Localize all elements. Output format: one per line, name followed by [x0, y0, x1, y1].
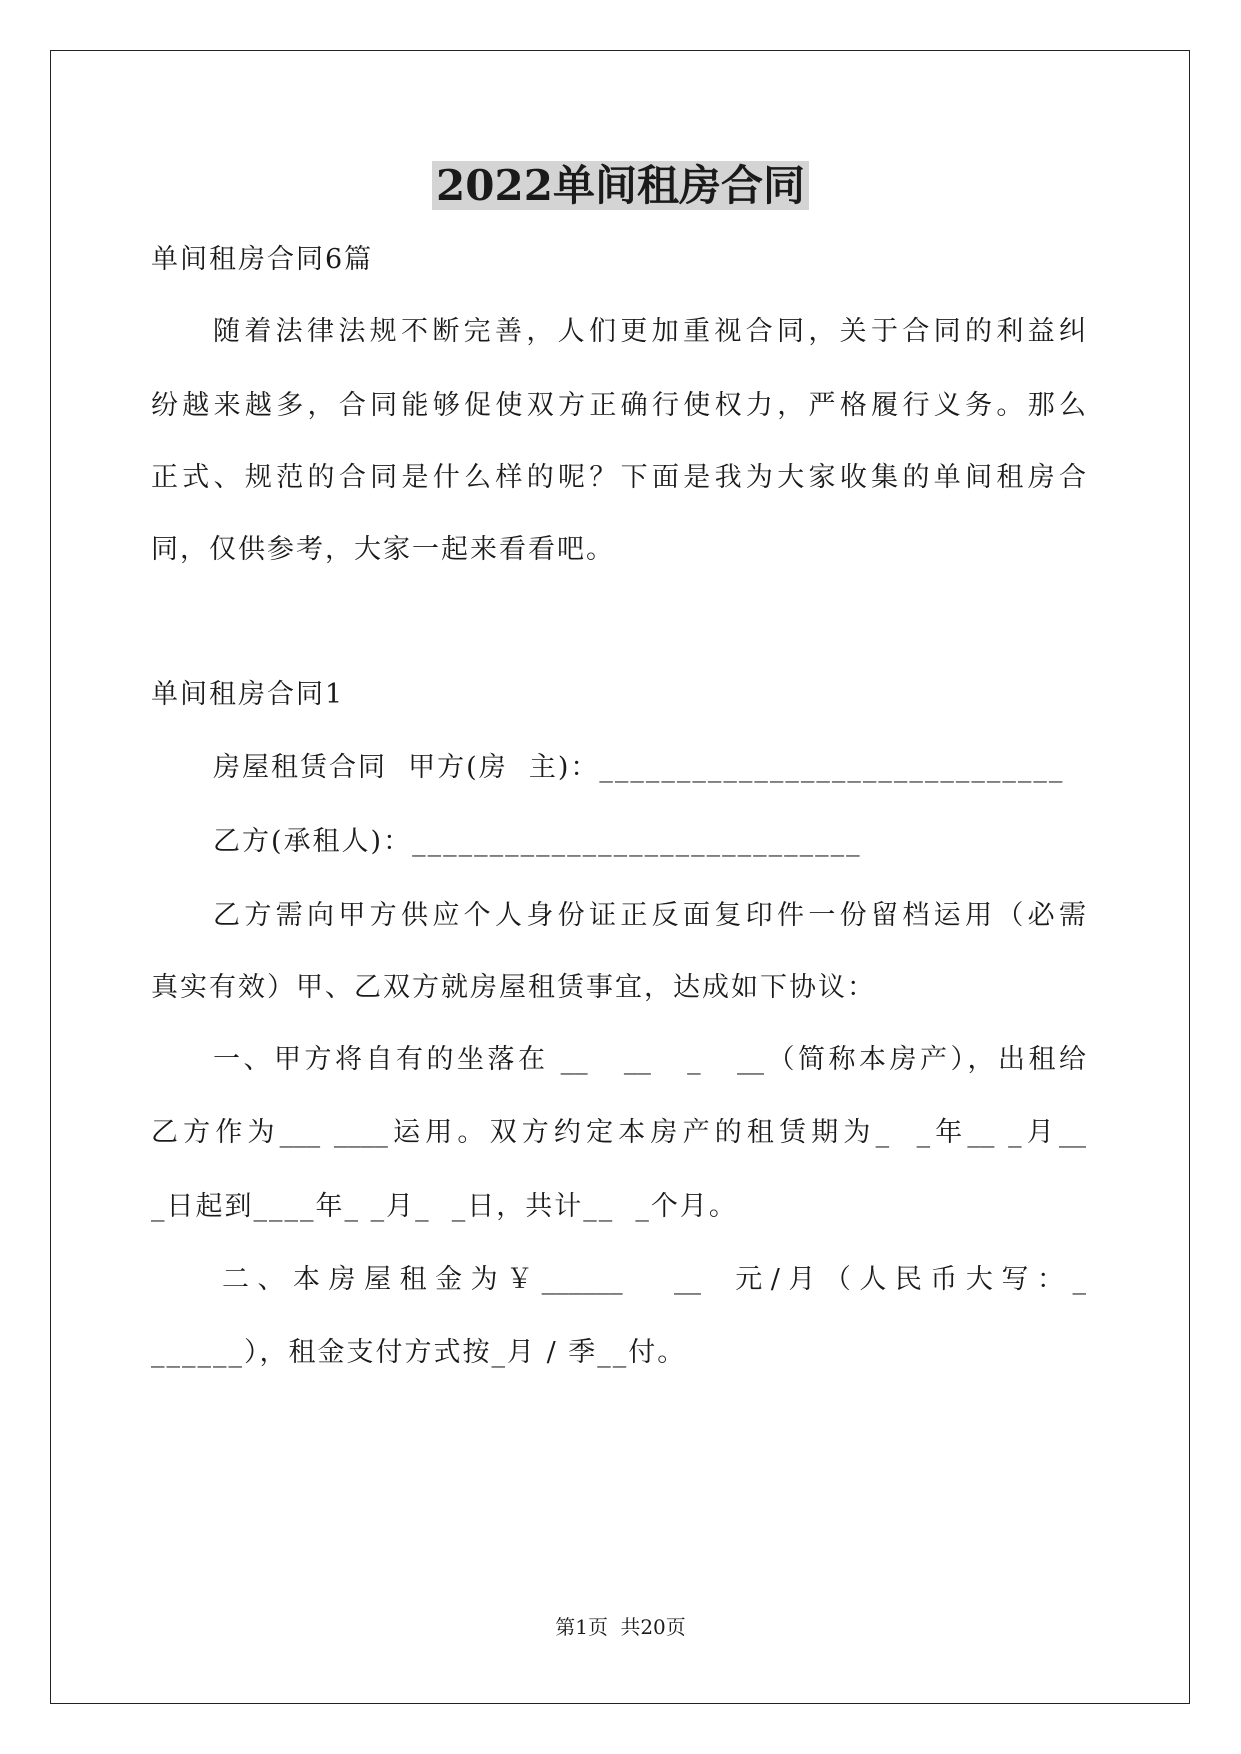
contract-party-a: 房屋租赁合同 甲方(房 主)：______________________________ — [213, 752, 1065, 783]
page-footer: 第1页 共20页 — [555, 1615, 686, 1639]
clause-1-line-1: 一、甲方将自有的坐落在 __ __ _ __（简称本房产），出租给 — [213, 1044, 1086, 1075]
clause-2-line-1: 二、本房屋租金为￥______ __ 元/月（人民币大写：_ — [222, 1264, 1086, 1295]
intro-line-4: 同，仅供参考，大家一起来看看吧。 — [151, 534, 615, 565]
contract-agreement-line: 真实有效）甲、乙双方就房屋租赁事宜，达成如下协议： — [151, 972, 876, 1003]
intro-line-3: 正式、规范的合同是什么样的呢？下面是我为大家收集的单间租房合 — [151, 462, 1086, 493]
clause-2-line-2: ______），租金支付方式按_月 / 季__付。 — [151, 1337, 687, 1368]
clause-1-line-3: _日起到____年_ _月_ _日，共计__ _个月。 — [151, 1191, 738, 1222]
clause-1-line-2: 乙方作为___ ____运用。双方约定本房产的租赁期为_ _年__ _月__ — [151, 1117, 1086, 1148]
contract-id-requirement: 乙方需向甲方供应个人身份证正反面复印件一份留档运用（必需 — [213, 900, 1086, 931]
page-border — [50, 50, 1190, 1704]
document-title — [0, 158, 1241, 214]
subtitle: 单间租房合同6篇 — [151, 244, 374, 275]
contract-party-b: 乙方(承租人)：_____________________________ — [213, 826, 862, 857]
section-heading: 单间租房合同1 — [151, 679, 345, 710]
intro-line-2: 纷越来越多，合同能够促使双方正确行使权力，严格履行义务。那么 — [151, 390, 1086, 421]
title-text: 2022单间租房合同 — [432, 161, 809, 210]
intro-line-1: 随着法律法规不断完善，人们更加重视合同，关于合同的利益纠 — [213, 316, 1086, 347]
